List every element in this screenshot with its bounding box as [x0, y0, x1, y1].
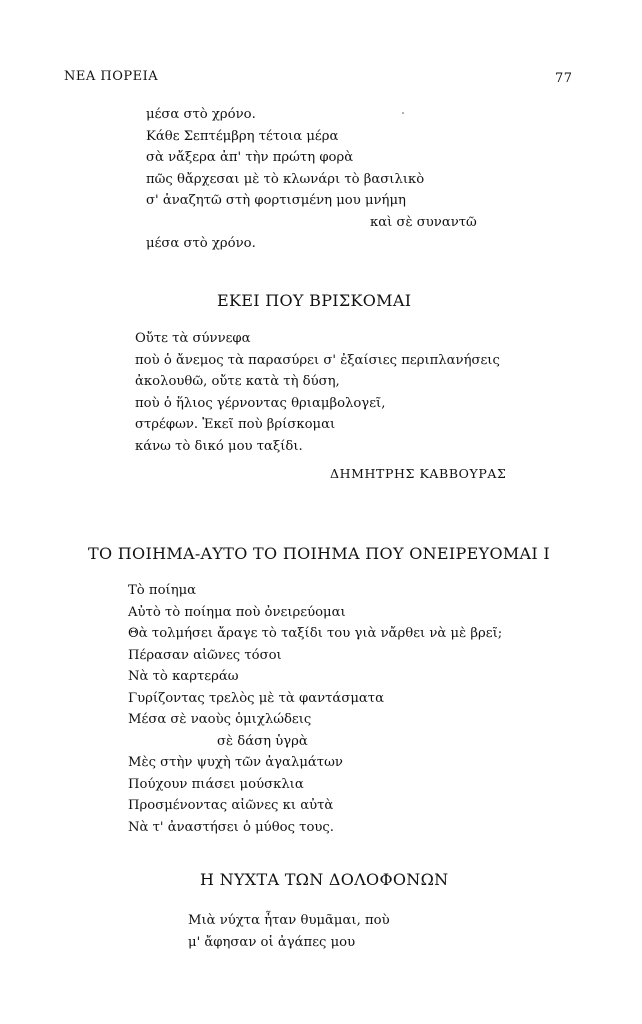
poem4-body [188, 910, 390, 953]
verse-line: Μέσα σὲ ναοὺς ὁμιχλώδεις [128, 712, 312, 727]
verse-line: Νὰ τὸ καρτεράω [128, 669, 239, 684]
verse-line: σὰ νἄξερα ἀπ' τὴν πρώτη φορὰ [146, 150, 354, 165]
poem-author: ΔΗΜΗΤΡΗΣ ΚΑΒΒΟΥΡΑΣ [330, 466, 507, 481]
verse-line: Κάθε Σεπτέμβρη τέτοια μέρα [146, 128, 339, 144]
poem-title: ΕΚΕΙ ΠΟΥ ΒΡΙΣΚΟΜΑΙ [217, 291, 412, 310]
verse-line: πῶς θἄρχεσαι μὲ τὸ κλωνάρι τὸ βασιλικὸ [146, 171, 425, 187]
poem-title: ΤΟ ΠΟΙΗΜΑ-ΑΥΤΟ ΤΟ ΠΟΙΗΜΑ ΠΟΥ ΟΝΕΙΡΕΥΟΜΑΙ Ι [88, 544, 551, 563]
verse-line: μέσα στὸ χρόνο. [146, 236, 256, 251]
verse-line: σὲ δάση ὑγρὰ [217, 733, 308, 749]
verse-line: Προσμένοντας αἰῶνες κι αὐτὰ [128, 798, 334, 813]
verse-line: Γυρίζοντας τρελὸς μὲ τὰ φαντάσματα [128, 690, 384, 706]
verse-line: Πέρασαν αἰῶνες τόσοι [128, 647, 282, 663]
verse-line: σ' ἀναζητῶ στὴ φορτισμένη μου μνήμη [146, 193, 406, 208]
verse-line: μέσα στὸ χρόνο. [146, 107, 256, 122]
verse-line: μ' ἄφησαν οἱ ἀγάπες μου [188, 934, 356, 950]
verse-line: Νὰ τ' ἀναστήσει ὁ μύθος τους. [128, 819, 334, 835]
verse-line: Μὲς στὴν ψυχὴ τῶν ἀγαλμάτων [128, 755, 343, 770]
verse-line: ποὺ ὁ ἄνεμος τὰ παρασύρει σ' ἐξαίσιες περιπλανήσεις [135, 352, 500, 368]
verse-line: Πούχουν πιάσει μούσκλια [128, 776, 304, 792]
verse-line: Θὰ τολμήσει ἄραγε τὸ ταξίδι του γιὰ νἄρθει νὰ μὲ βρεῖ; [128, 626, 503, 641]
poem2-body [135, 328, 500, 457]
page-number: 77 [555, 71, 573, 86]
verse-line: ἀκολουθῶ, οὔτε κατὰ τὴ δύση, [135, 374, 340, 389]
verse-line: Μιὰ νύχτα ἦταν θυμᾶμαι, ποὺ [188, 913, 390, 928]
verse-line: κάνω τὸ δικό μου ταξίδι. [135, 438, 303, 454]
verse-line: ποὺ ὁ ἥλιος γέρνοντας θριαμβολογεῖ, [135, 395, 386, 411]
poem3-body [128, 580, 502, 838]
verse-line: Τὸ ποίημα [128, 583, 197, 598]
poem-title: Η ΝΥΧΤΑ ΤΩΝ ΔΟΛΟΦΟΝΩΝ [200, 870, 449, 889]
poem1-tail [146, 104, 477, 255]
verse-line: καὶ σὲ συναντῶ [370, 214, 477, 230]
verse-line: Αὐτὸ τὸ ποίημα ποὺ ὀνειρεύομαι [128, 604, 346, 620]
scan-speck [402, 112, 404, 114]
journal-name: ΝΕΑ ΠΟΡΕΙΑ [64, 69, 159, 84]
verse-line: Οὔτε τὰ σύννεφα [135, 331, 251, 346]
verse-line: στρέφων. Ἐκεῖ ποὺ βρίσκομαι [135, 417, 336, 432]
